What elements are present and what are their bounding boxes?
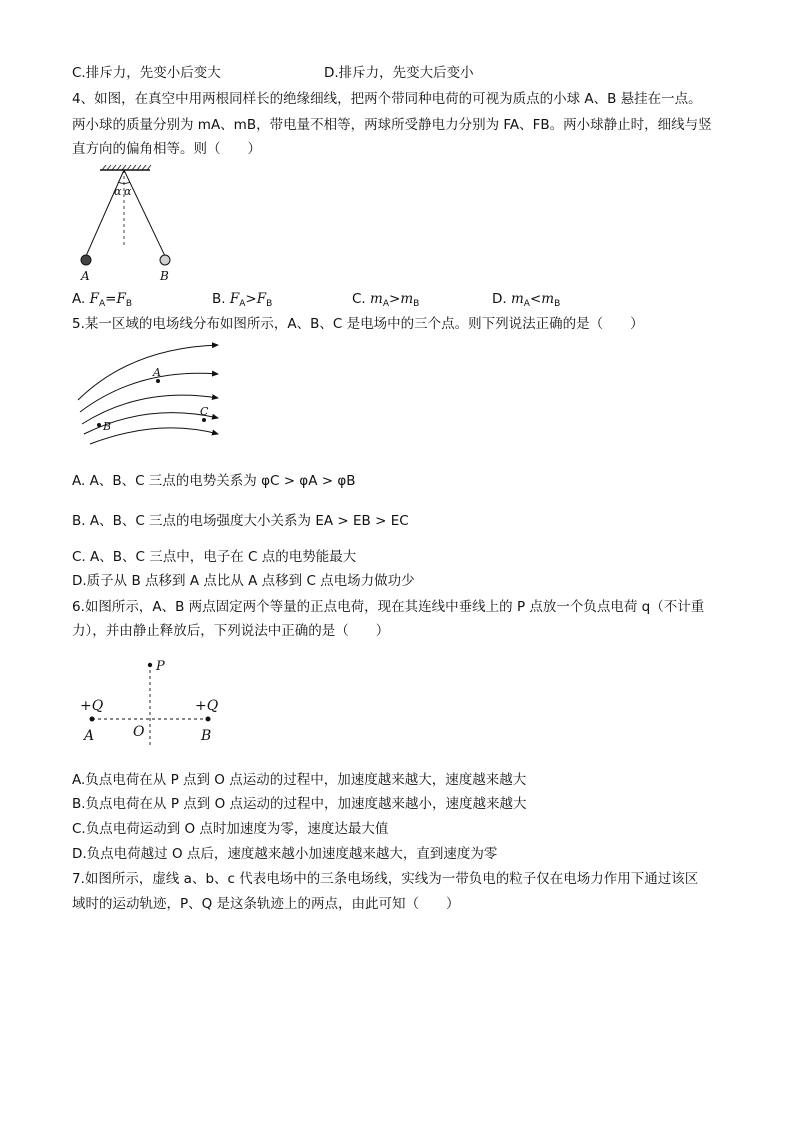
- point-a-label: A: [84, 728, 95, 744]
- ball-a: [81, 255, 91, 265]
- q4-stem-line3: 直方向的偏角相等。则（ ）: [72, 141, 261, 157]
- q5-option-d: D.质子从 B 点移到 A 点比从 A 点移到 C 点电场力做功少: [72, 573, 415, 589]
- point-b-label: B: [103, 420, 112, 433]
- charge-a: [90, 717, 95, 722]
- q6-option-d: D.负点电荷越过 O 点后，速度越来越小加速度越来越大，直到速度为零: [72, 846, 498, 862]
- point-c: [202, 418, 206, 422]
- q4-stem-line1: 4、如图，在真空中用两根同样长的绝缘细线，把两个带同种电荷的可视为质点的小球 A、B 悬挂在一点。: [72, 91, 702, 107]
- point-b-label: B: [201, 728, 212, 744]
- ball-b: [160, 255, 170, 265]
- point-a: [156, 379, 160, 383]
- q5-option-b: B. A、B、C 三点的电场强度大小关系为 EA > EB > EC: [72, 513, 409, 529]
- q3-option-c: C.排斥力，先变小后变大: [72, 65, 221, 81]
- q6-charges-figure: [76, 656, 236, 746]
- q5-stem: 5.某一区域的电场线分布如图所示，A、B、C 是电场中的三个点。则下列说法正确的是（ ）: [72, 316, 644, 332]
- point-b: [97, 423, 101, 427]
- charge-b: [206, 717, 211, 722]
- q3-option-d: D.排斥力，先变大后变小: [324, 65, 474, 81]
- ball-a-label: A: [81, 269, 90, 283]
- q5-option-c: C. A、B、C 三点中，电子在 C 点的电势能最大: [72, 549, 357, 565]
- q6-option-b: B.负点电荷在从 P 点到 O 点运动的过程中，加速度越来越小，速度越来越大: [72, 796, 527, 812]
- charge-a-label: +Q: [80, 698, 104, 714]
- q4-option-a: A. $F_A=F_B$: [72, 291, 133, 309]
- q4-option-c: C. $m_A>m_B$: [352, 291, 420, 309]
- charge-b-label: +Q: [195, 698, 219, 714]
- point-c-label: C: [200, 405, 209, 418]
- q4-pendulum-figure: [74, 164, 184, 284]
- point-o-label: O: [133, 724, 145, 740]
- ball-b-label: B: [160, 269, 169, 283]
- point-a-label: A: [153, 366, 161, 379]
- q7-stem-line1: 7.如图所示，虚线 a、b、c 代表电场中的三条电场线，实线为一带负电的粒子仅在电场力作用下通过该区: [72, 871, 699, 887]
- q4-option-b: B. $F_A>F_B$: [212, 291, 273, 309]
- q5-field-lines-figure: [76, 340, 226, 440]
- field-line-2: [80, 373, 218, 412]
- q6-option-a: A.负点电荷在从 P 点到 O 点运动的过程中，加速度越来越大，速度越来越大: [72, 772, 527, 788]
- q7-stem-line2: 域时的运动轨迹，P、Q 是这条轨迹上的两点，由此可知（ ）: [72, 896, 460, 912]
- q6-stem-line2: 力），并由静止释放后，下列说法中正确的是（ ）: [72, 623, 390, 639]
- q5-option-a: A. A、B、C 三点的电势关系为 φC > φA > φB: [72, 473, 356, 489]
- ceiling-hatching: [102, 165, 151, 170]
- thread-b: [124, 170, 165, 256]
- alpha-right: α: [124, 185, 132, 198]
- point-p-label: P: [156, 659, 165, 674]
- q4-stem-line2: 两小球的质量分别为 mA、mB，带电量不相等，两球所受静电力分别为 FA、FB。两小球静止时，细线与竖: [72, 117, 712, 133]
- point-p: [148, 663, 152, 667]
- thread-a: [86, 170, 124, 256]
- alpha-left: α: [114, 185, 122, 198]
- q6-option-c: C.负点电荷运动到 O 点时加速度为零，速度达最大值: [72, 821, 389, 837]
- field-line-1: [78, 345, 218, 400]
- q6-stem-line1: 6.如图所示，A、B 两点固定两个等量的正点电荷，现在其连线中垂线上的 P 点放一个负点电荷 q（不计重: [72, 599, 705, 615]
- q4-option-d: D. $m_A<m_B$: [492, 291, 561, 309]
